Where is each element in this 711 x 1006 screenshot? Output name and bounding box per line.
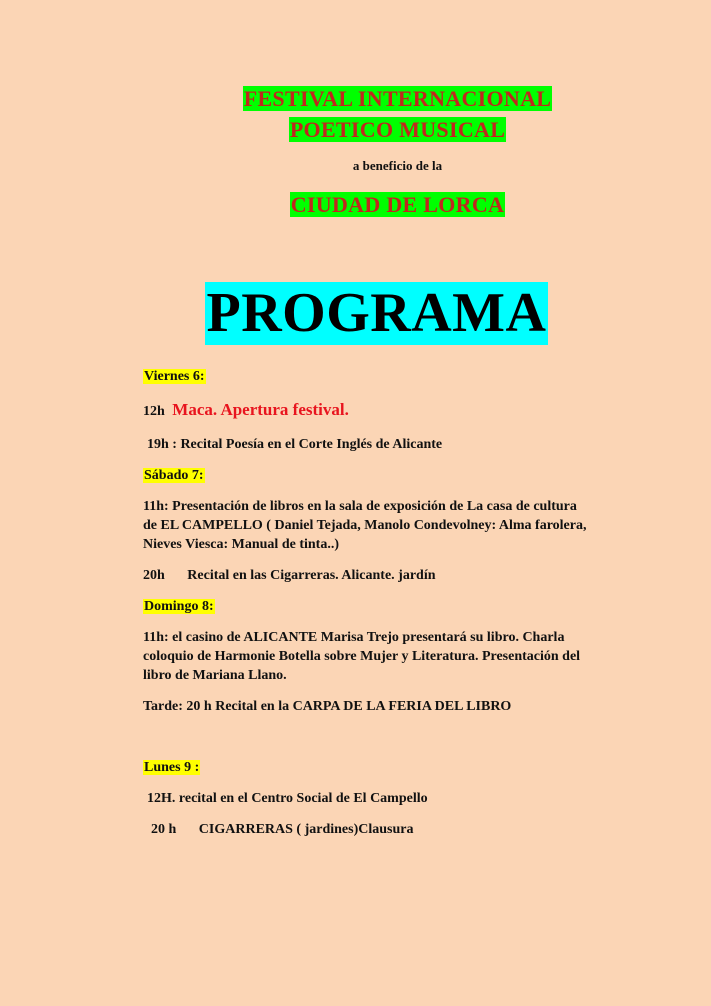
- schedule-item: Tarde: 20 h Recital en la CARPA DE LA FERIA DEL LIBRO: [143, 699, 512, 714]
- schedule-item: [151, 820, 413, 839]
- schedule-text: CIGARRERAS ( jardines)Clausura: [198, 822, 414, 837]
- schedule-item: [143, 566, 436, 585]
- day-heading-domingo: [143, 597, 215, 616]
- schedule-item-line: coloquio de Harmonie Botella sobre Mujer y Literatura. Presentación del: [143, 649, 581, 664]
- day-heading-sabado: [143, 466, 205, 485]
- schedule-item: 12H. recital en el Centro Social de El Campello: [147, 791, 428, 806]
- subtitle: a beneficio de la: [352, 158, 443, 173]
- day-heading-lunes: [143, 758, 200, 777]
- schedule-time: 20 h: [151, 822, 177, 837]
- schedule-item: [143, 400, 349, 421]
- schedule-item-line: Nieves Viesca: Manual de tinta..): [143, 537, 339, 552]
- day-label: Sábado 7:: [144, 468, 204, 483]
- schedule-item: 19h : Recital Poesía en el Corte Inglés de Alicante: [147, 437, 443, 452]
- festival-title-line1-text: FESTIVAL INTERNACIONAL: [243, 86, 552, 111]
- programa-heading: PROGRAMA: [206, 282, 547, 344]
- festival-title-line2-text: POETICO MUSICAL: [289, 117, 506, 142]
- schedule-item-line: de EL CAMPELLO ( Daniel Tejada, Manolo Condevolney: Alma farolera,: [143, 518, 587, 533]
- schedule-item-line: libro de Mariana Llano.: [143, 668, 287, 683]
- day-heading-viernes: [143, 367, 206, 386]
- schedule-time: 12h: [143, 404, 165, 419]
- schedule-text: Recital en las Cigarreras. Alicante. jardín: [187, 568, 436, 583]
- schedule-time: 20h: [143, 568, 165, 583]
- day-label: Viernes 6:: [144, 369, 205, 384]
- schedule-item-line: 11h: Presentación de libros en la sala de exposición de La casa de cultura: [143, 499, 577, 514]
- schedule-item-line: 11h: el casino de ALICANTE Marisa Trejo presentará su libro. Charla: [143, 630, 565, 645]
- festival-title-line2: [0, 116, 711, 144]
- day-label: Lunes 9 :: [144, 760, 200, 775]
- festival-title-line1: [0, 85, 711, 113]
- opening-highlight: Maca. Apertura festival.: [172, 400, 349, 419]
- day-label: Domingo 8:: [144, 599, 214, 614]
- city-title-text: CIUDAD DE LORCA: [290, 192, 505, 217]
- city-title: [0, 191, 711, 219]
